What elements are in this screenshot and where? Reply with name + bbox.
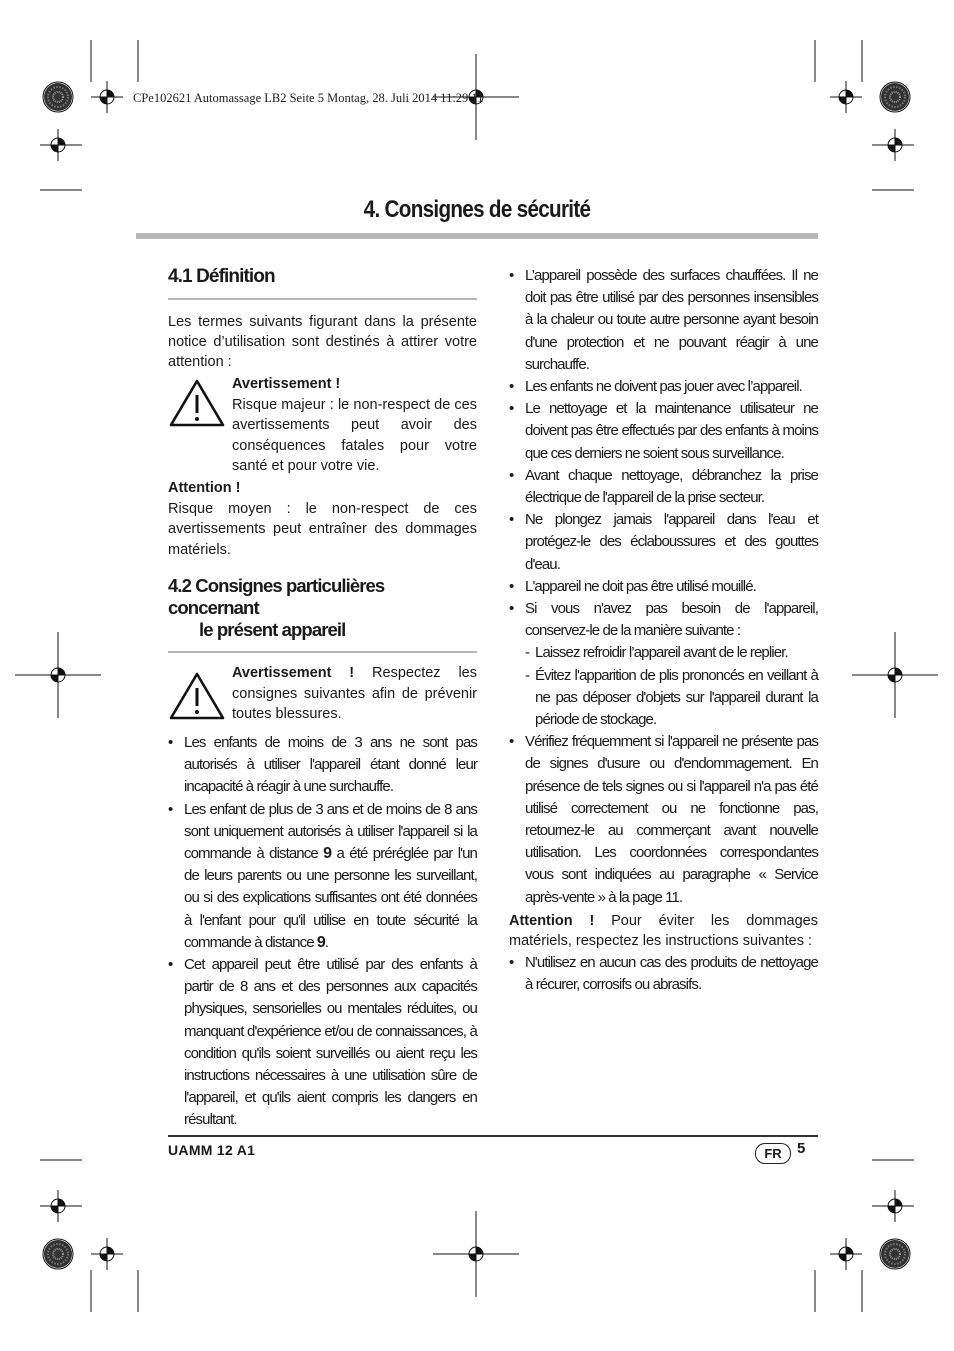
registration-cross-icon	[42, 129, 74, 161]
list-item: • Les enfant de plus de 3 ans et de moins de 8 ans sont uniquement autorisés à utiliser l'appareil si la commande à distance 9 a été préréglée par l'un de leurs parents ou une personne les surveillant, ou si des explications suffisantes ont été données à l'enfant pour qu'il utilise en toute sécurité la commande à distance 9.	[168, 799, 477, 954]
attention-text	[509, 911, 818, 952]
page-number: 5	[797, 1140, 806, 1157]
section-heading-line: le présent appareil	[199, 619, 346, 640]
list-item: • N'utilisez en aucun cas des produits de nettoyage à récurer, corrosifs ou abrasifs.	[509, 952, 818, 996]
title-underline	[136, 233, 818, 239]
registration-cross-icon	[879, 129, 911, 161]
section-heading-definition: 4.1 Définition	[168, 266, 275, 287]
intro-paragraph: Les termes suivants figurant dans la présente notice d’utilisation sont destinés à attirer votre attention :	[168, 314, 477, 370]
warning-label: Avertissement !	[232, 665, 355, 681]
warning-block	[168, 665, 477, 727]
list-item: • Ne plongez jamais l'appareil dans l'eau et protégez-le des éclaboussures et des gouttes d'eau.	[509, 509, 818, 576]
registration-cross-icon	[42, 1190, 74, 1222]
registration-star-icon	[880, 1239, 910, 1269]
attention-body: Pour éviter les dommages matériels, respectez les instructions suivantes :	[509, 912, 818, 950]
sub-list-item: - Laissez refroidir l’appareil avant de le replier.	[525, 642, 818, 664]
section-rule	[168, 298, 477, 300]
footer-rule	[168, 1135, 818, 1137]
registration-cross-icon	[830, 1238, 862, 1270]
list-item: • Les enfants ne doivent pas jouer avec l’appareil.	[509, 376, 818, 398]
list-item: • L’appareil possède des surfaces chauffées. Il ne doit pas être utilisé par des personnes insensibles à la chaleur ou toute autre personne ayant besoin d'une protection et ne pouvant réagir à une surchauffe.	[509, 265, 818, 376]
warning-label: Avertissement !	[232, 376, 341, 392]
section-rule	[168, 651, 477, 653]
warning-triangle-icon	[168, 378, 226, 428]
page-title: 4. Consignes de sécurité	[363, 196, 591, 223]
registration-cross-icon	[91, 1238, 123, 1270]
warning-text: Risque majeur : le non-respect de ces avertissements peut avoir des conséquences fatales pour votre santé et pour votre vie.	[232, 396, 477, 474]
registration-cross-icon	[830, 81, 862, 113]
sub-list-item: - Évitez l'apparition de plis prononcés en veillant à ne pas déposer d'objets sur l'appareil durant la période de stockage.	[525, 665, 818, 732]
registration-star-icon	[43, 82, 73, 112]
list-item: • Si vous n'avez pas besoin de l'appareil, conservez-le de la manière suivante :	[509, 598, 818, 642]
registration-cross-icon	[91, 81, 123, 113]
list-item: • Avant chaque nettoyage, débranchez la prise électrique de l'appareil de la prise secteur.	[509, 465, 818, 509]
footer-model: UAMM 12 A1	[168, 1142, 256, 1158]
warning-block	[168, 374, 477, 478]
list-item: • Le nettoyage et la maintenance utilisateur ne doivent pas être effectués par des enfants à moins que ces derniers ne soient sous surveillance.	[509, 398, 818, 465]
section-heading-line: 4.2 Consignes particulières concernant	[168, 575, 385, 618]
warning-triangle-icon	[168, 671, 226, 721]
registration-cross-icon	[879, 1190, 911, 1222]
attention-text: Risque moyen : le non-respect de ces avertissements peut entraîner des dommages matériels.	[168, 500, 477, 558]
language-badge: FR	[755, 1143, 791, 1164]
list-item: • Vérifiez fréquemment si l'appareil ne présente pas de signes d'usure ou d'endommagement. En présence de tels signes ou si l'appareil n'a pas été utilisé correctement ou ne fonctionne pas, retournez-le au commerçant avant nouvelle utilisation. Les coordonnées correspondantes vous sont indiquées au paragraphe « Service après-vente » à la page 11.	[509, 731, 818, 909]
print-header: CPe102621 Automassage LB2 Seite 5 Montag, 28. Juli 2014 11:29 11	[133, 91, 484, 105]
right-column	[509, 265, 818, 996]
section-heading-specific	[168, 575, 477, 641]
registration-star-icon	[880, 82, 910, 112]
left-column	[168, 262, 477, 1132]
registration-star-icon	[43, 1239, 73, 1269]
warning-body: Respectez les consignes suivantes afin de prévenir toutes blessures.	[232, 665, 477, 722]
attention-label: Attention !	[509, 912, 595, 929]
attention-label: Attention !	[168, 480, 241, 496]
warning-text	[232, 663, 477, 725]
list-item: • Cet appareil peut être utilisé par des enfants à partir de 8 ans et des personnes aux capacités physiques, sensorielles ou mentales réduites, ou manquant d'expérience et/ou de connaissances, à condition qu'ils soient surveillés ou aient reçu les instructions nécessaires à une utilisation sûre de l'appareil, et qu'ils aient compris les dangers en résultant.	[168, 954, 477, 1132]
list-item: • L'appareil ne doit pas être utilisé mouillé.	[509, 576, 818, 598]
list-item: • Les enfants de moins de 3 ans ne sont pas autorisés à utiliser l'appareil étant donné leur incapacité à réagir à une surchauffe.	[168, 732, 477, 799]
